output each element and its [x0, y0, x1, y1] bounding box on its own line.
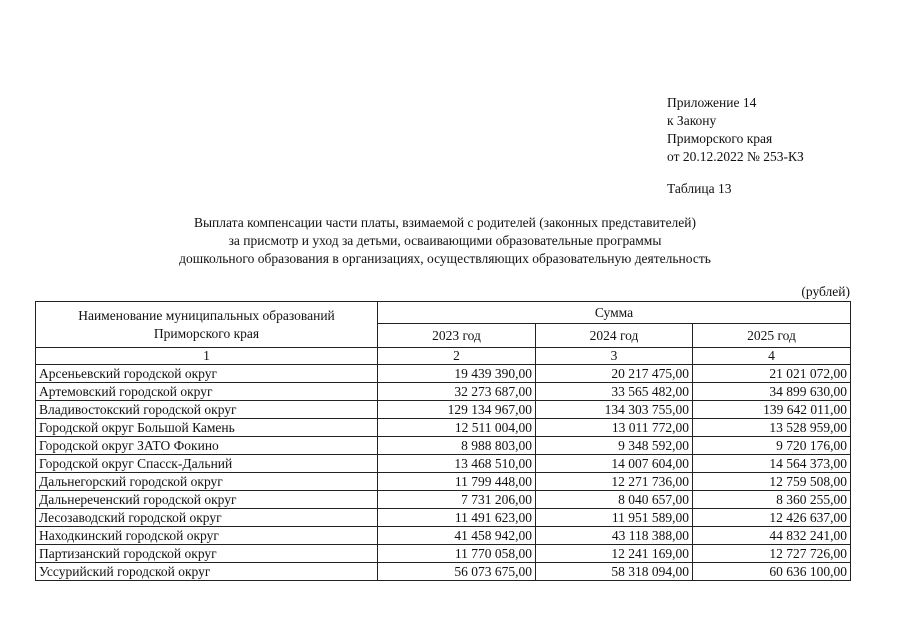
table-row: [36, 401, 851, 419]
amount-2023-cell: 41 458 942,00: [378, 527, 536, 545]
amount-2023-cell: 11 799 448,00: [378, 473, 536, 491]
compensation-table: [35, 301, 851, 581]
amount-2025-cell: 34 899 630,00: [693, 383, 851, 401]
amount-2024-cell: 134 303 755,00: [536, 401, 693, 419]
amount-2024-cell: 8 040 657,00: [536, 491, 693, 509]
municipality-name-cell: Городской округ ЗАТО Фокино: [36, 437, 378, 455]
table-body: [36, 365, 851, 581]
table-row: [36, 491, 851, 509]
amount-2024-cell: 14 007 604,00: [536, 455, 693, 473]
amount-2025-cell: 139 642 011,00: [693, 401, 851, 419]
column-number: 3: [536, 348, 693, 365]
title-line: за присмотр и уход за детьми, осваивающими образовательные программы: [228, 233, 662, 248]
amount-2023-cell: 12 511 004,00: [378, 419, 536, 437]
table-row: [36, 383, 851, 401]
amount-2025-cell: 12 727 726,00: [693, 545, 851, 563]
municipality-name-cell: Арсеньевский городской округ: [36, 365, 378, 383]
header-year-2025: 2025 год: [693, 324, 851, 348]
amount-2025-cell: 60 636 100,00: [693, 563, 851, 581]
amount-2024-cell: 13 011 772,00: [536, 419, 693, 437]
header-year-2023: 2023 год: [378, 324, 536, 348]
amount-2025-cell: 14 564 373,00: [693, 455, 851, 473]
table-row: [36, 509, 851, 527]
appendix-line: к Закону: [667, 113, 717, 128]
municipality-name-cell: Владивостокский городской округ: [36, 401, 378, 419]
table-row: [36, 437, 851, 455]
table-row: [36, 563, 851, 581]
title-line: Выплата компенсации части платы, взимаемой с родителей (законных представителей): [193, 215, 697, 230]
amount-2025-cell: 8 360 255,00: [693, 491, 851, 509]
header-sum: Сумма: [378, 302, 851, 324]
amount-2023-cell: 11 491 623,00: [378, 509, 536, 527]
column-number: 2: [378, 348, 536, 365]
amount-2024-cell: 33 565 482,00: [536, 383, 693, 401]
header-name-line: Приморского края: [153, 325, 260, 341]
amount-2024-cell: 20 217 475,00: [536, 365, 693, 383]
column-number: 4: [693, 348, 851, 365]
municipality-name-cell: Находкинский городской округ: [36, 527, 378, 545]
municipality-name-cell: Уссурийский городской округ: [36, 563, 378, 581]
amount-2024-cell: 12 241 169,00: [536, 545, 693, 563]
appendix-header: [667, 94, 804, 166]
appendix-line: Приморского края: [667, 131, 773, 146]
table-row: [36, 527, 851, 545]
appendix-line: от 20.12.2022 № 253-КЗ: [667, 149, 804, 164]
amount-2023-cell: 129 134 967,00: [378, 401, 536, 419]
amount-2023-cell: 56 073 675,00: [378, 563, 536, 581]
amount-2025-cell: 21 021 072,00: [693, 365, 851, 383]
amount-2024-cell: 11 951 589,00: [536, 509, 693, 527]
municipality-name-cell: Лесозаводский городской округ: [36, 509, 378, 527]
units-label: (рублей): [801, 284, 850, 299]
amount-2025-cell: 12 426 637,00: [693, 509, 851, 527]
amount-2025-cell: 9 720 176,00: [693, 437, 851, 455]
table-row: [36, 419, 851, 437]
header-year-2024: 2024 год: [536, 324, 693, 348]
amount-2023-cell: 13 468 510,00: [378, 455, 536, 473]
table-row: [36, 545, 851, 563]
amount-2023-cell: 11 770 058,00: [378, 545, 536, 563]
amount-2024-cell: 43 118 388,00: [536, 527, 693, 545]
municipality-name-cell: Городской округ Большой Камень: [36, 419, 378, 437]
amount-2023-cell: 8 988 803,00: [378, 437, 536, 455]
amount-2023-cell: 32 273 687,00: [378, 383, 536, 401]
title-line: дошкольного образования в организациях, осуществляющих образовательную деятельность: [179, 251, 711, 266]
municipality-name-cell: Городской округ Спасск-Дальний: [36, 455, 378, 473]
table-number: Таблица 13: [667, 181, 732, 196]
amount-2025-cell: 12 759 508,00: [693, 473, 851, 491]
amount-2025-cell: 44 832 241,00: [693, 527, 851, 545]
header-name-line: Наименование муниципальных образований: [78, 307, 335, 323]
document-title: [40, 214, 850, 268]
amount-2025-cell: 13 528 959,00: [693, 419, 851, 437]
header-municipality: [36, 302, 378, 348]
municipality-name-cell: Дальнереченский городской округ: [36, 491, 378, 509]
amount-2024-cell: 9 348 592,00: [536, 437, 693, 455]
amount-2024-cell: 58 318 094,00: [536, 563, 693, 581]
municipality-name-cell: Дальнегорский городской округ: [36, 473, 378, 491]
table-row: [36, 365, 851, 383]
table-row: [36, 473, 851, 491]
municipality-name-cell: Артемовский городской округ: [36, 383, 378, 401]
column-number: 1: [36, 348, 378, 365]
amount-2023-cell: 19 439 390,00: [378, 365, 536, 383]
amount-2024-cell: 12 271 736,00: [536, 473, 693, 491]
municipality-name-cell: Партизанский городской округ: [36, 545, 378, 563]
amount-2023-cell: 7 731 206,00: [378, 491, 536, 509]
appendix-line: Приложение 14: [667, 95, 757, 110]
table-row: [36, 455, 851, 473]
